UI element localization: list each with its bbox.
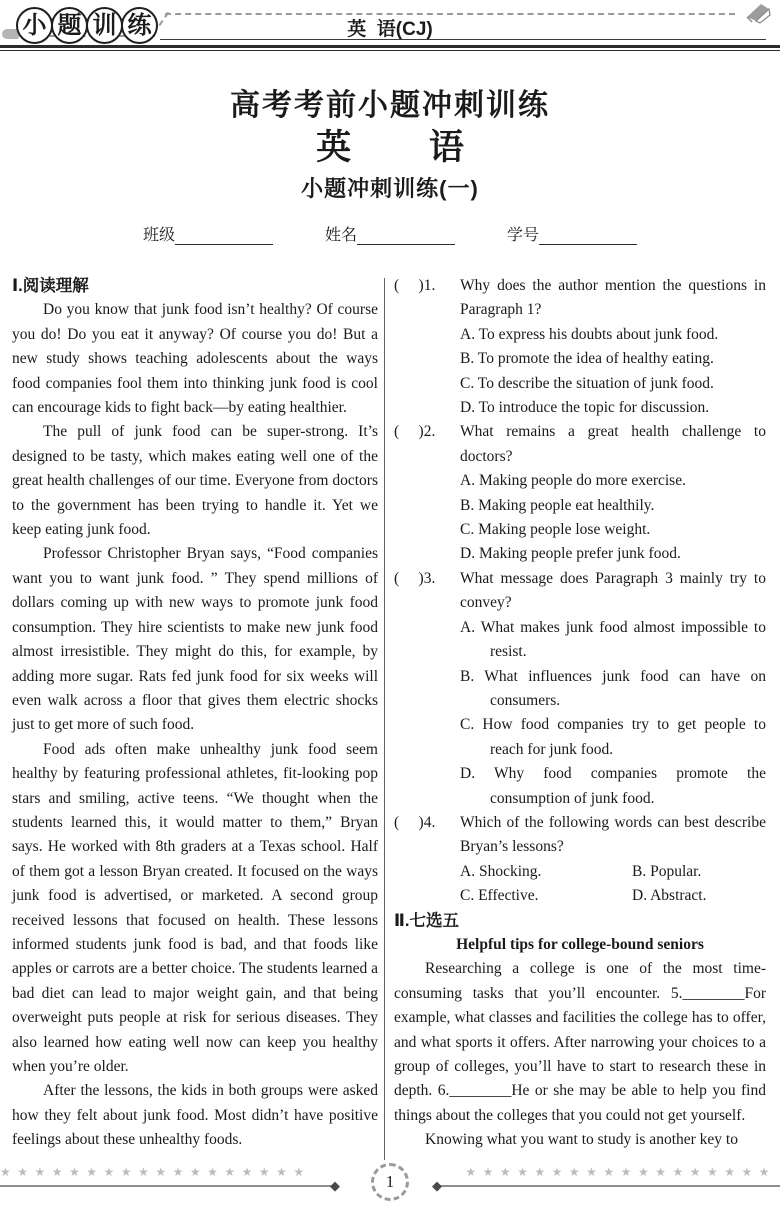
logo-char: 练 [121,7,158,44]
answer-bracket: ( )2. [394,423,436,441]
left-column [12,274,378,1153]
diamond-icon: ◆ [330,1179,340,1194]
question-stem: What message does Paragraph 3 mainly try to convey? [460,569,766,612]
question-3 [394,567,766,616]
reading-paragraph: After the lessons, the kids in both groups were asked how they felt about junk food. Most didn’t have positive feelings about these unhealthy foods. [12,1082,378,1149]
student-id-field [507,222,637,245]
answer-bracket: ( )4. [394,813,436,831]
question-2 [394,420,766,469]
class-label: 班级 [142,227,175,244]
paper-set-title: 小题冲刺训练(一) [301,176,479,201]
exam-subject-title: 英 语 [316,128,464,167]
student-id-label: 学号 [507,227,540,244]
reading-paragraph: Food ads often make unhealthy junk food seem healthy by featuring professional athletes, fit-looking pop stars and smiling, active teens. “We thought when the students learned this, it would matter to them,” Bryan says. He worked with 8th graders at a Texas school. Half of them got a lesson Bryan created. It focused on the ways junk food is advertised, or marketed. A second group received lessons that focused on health. These lessons informed students junk food is bad, and that foods like apples or carrots are a better choice. The students learned a bad diet can lead to major weight gain, and that being overweight puts people at risk for serious diseases. They also learned how eating well now can keep you healthy when you’re older. [12,740,378,1075]
answer-bracket: ( )1. [394,277,436,294]
option-d: D. Why food companies promote the consumption of junk food. [460,765,766,807]
option-d: D. Abstract. [632,887,707,905]
reading-paragraph: Professor Christopher Bryan says, “Food companies want you to want junk food. ” They spend millions of dollars coming up with new ways to promote junk food consumption. They hire scientists to make new junk food almost irresistible. They might do this, for example, by adding more sugar. Rats fed junk food for six weeks will even walk across a floor that gives them electric shocks just to get more of such food. [12,545,378,734]
option-row-cd [460,884,766,908]
question-stem: Why does the author mention the questions in Paragraph 1? [460,277,766,319]
student-info-row [0,222,780,245]
option-b: B. Popular. [632,862,702,880]
footer-left-ornament [0,1165,340,1194]
logo-char: 训 [86,7,123,44]
option-a: A. Shocking. [460,862,542,880]
exam-title: 高考考前小题冲刺训练 [230,89,550,122]
option-c: C. Effective. [460,887,539,905]
name-label: 姓名 [324,227,357,244]
option-a: A. Making people do more exercise. [460,472,686,490]
question-4 [394,811,766,860]
footer-right-ornament [432,1165,780,1194]
cloze-paragraph: Knowing what you want to study is another key to [425,1131,738,1149]
star-row-right: ★★★★★★★★★★★★★★★★★★ [465,1165,776,1179]
page-header-subject: 英 语(CJ) [347,19,433,40]
class-field [143,222,273,245]
option-b: B. What influences junk food can have on consumers. [460,667,766,709]
option-a: A. To express his doubts about junk food. [460,325,719,343]
name-field [325,222,455,245]
cloze-passage-title: Helpful tips for college-bound seniors [456,935,704,953]
name-blank-line [357,226,455,245]
logo-char: 题 [51,7,88,44]
diamond-icon: ◆ [432,1179,442,1194]
question-stem: What remains a great health challenge to doctors? [460,423,766,465]
page-number-badge: 1 [371,1163,409,1201]
star-row-left: ★★★★★★★★★★★★★★★★★★ [0,1165,311,1179]
footer-line-right [432,1179,780,1194]
section1-heading: Ⅰ.阅读理解 [12,277,89,295]
reading-paragraph: Do you know that junk food isn’t healthy? Of course you do! Do you eat it anyway? Of course you do! But a new study shows teaching adolescents about the ways food companies fool them into thinking junk food is cool can encourage kids to fight back—by eating healthier. [12,301,378,417]
class-blank-line [175,226,273,245]
series-logo [16,7,158,44]
option-a: A. What makes junk food almost impossible to resist. [460,618,766,661]
reading-paragraph: The pull of junk food can be super-strong. It’s designed to be tasty, which makes eating well one of the great health challenges of our time. Everyone from doctors to the government has been trying to handle it. Yet we keep eating junk food. [12,423,378,539]
section2-heading: Ⅱ.七选五 [394,911,459,930]
question-stem: Which of the following words can best describe Bryan’s lessons? [460,813,766,856]
option-b: B. To promote the idea of healthy eating. [460,350,714,368]
option-d: D. Making people prefer junk food. [460,545,681,563]
option-b: B. Making people eat healthily. [460,496,655,514]
right-column [394,274,766,1153]
option-c: C. To describe the situation of junk food. [460,374,714,392]
header-rule-double [0,45,780,51]
column-divider [384,278,385,1160]
option-row-ab [460,860,766,884]
logo-char: 小 [16,7,53,44]
footer-line-left [0,1179,340,1194]
student-id-blank-line [539,226,637,245]
question-1 [394,274,766,323]
answer-bracket: ( )3. [394,569,436,587]
option-c: C. How food companies try to get people to reach for junk food. [460,716,766,758]
option-d: D. To introduce the topic for discussion. [460,399,710,417]
cloze-paragraph: Researching a college is one of the most time-consuming tasks that you’ll encounter. 5.________For example, what classes and facilities the college has to offer, and what sports it offers. After narrowing your choices to a group of colleges, you’ll have to start to research these in depth. 6.________He or she may be able to help you find things about the colleges that you could not get yourself. [394,960,766,1124]
option-c: C. Making people lose weight. [460,521,651,539]
